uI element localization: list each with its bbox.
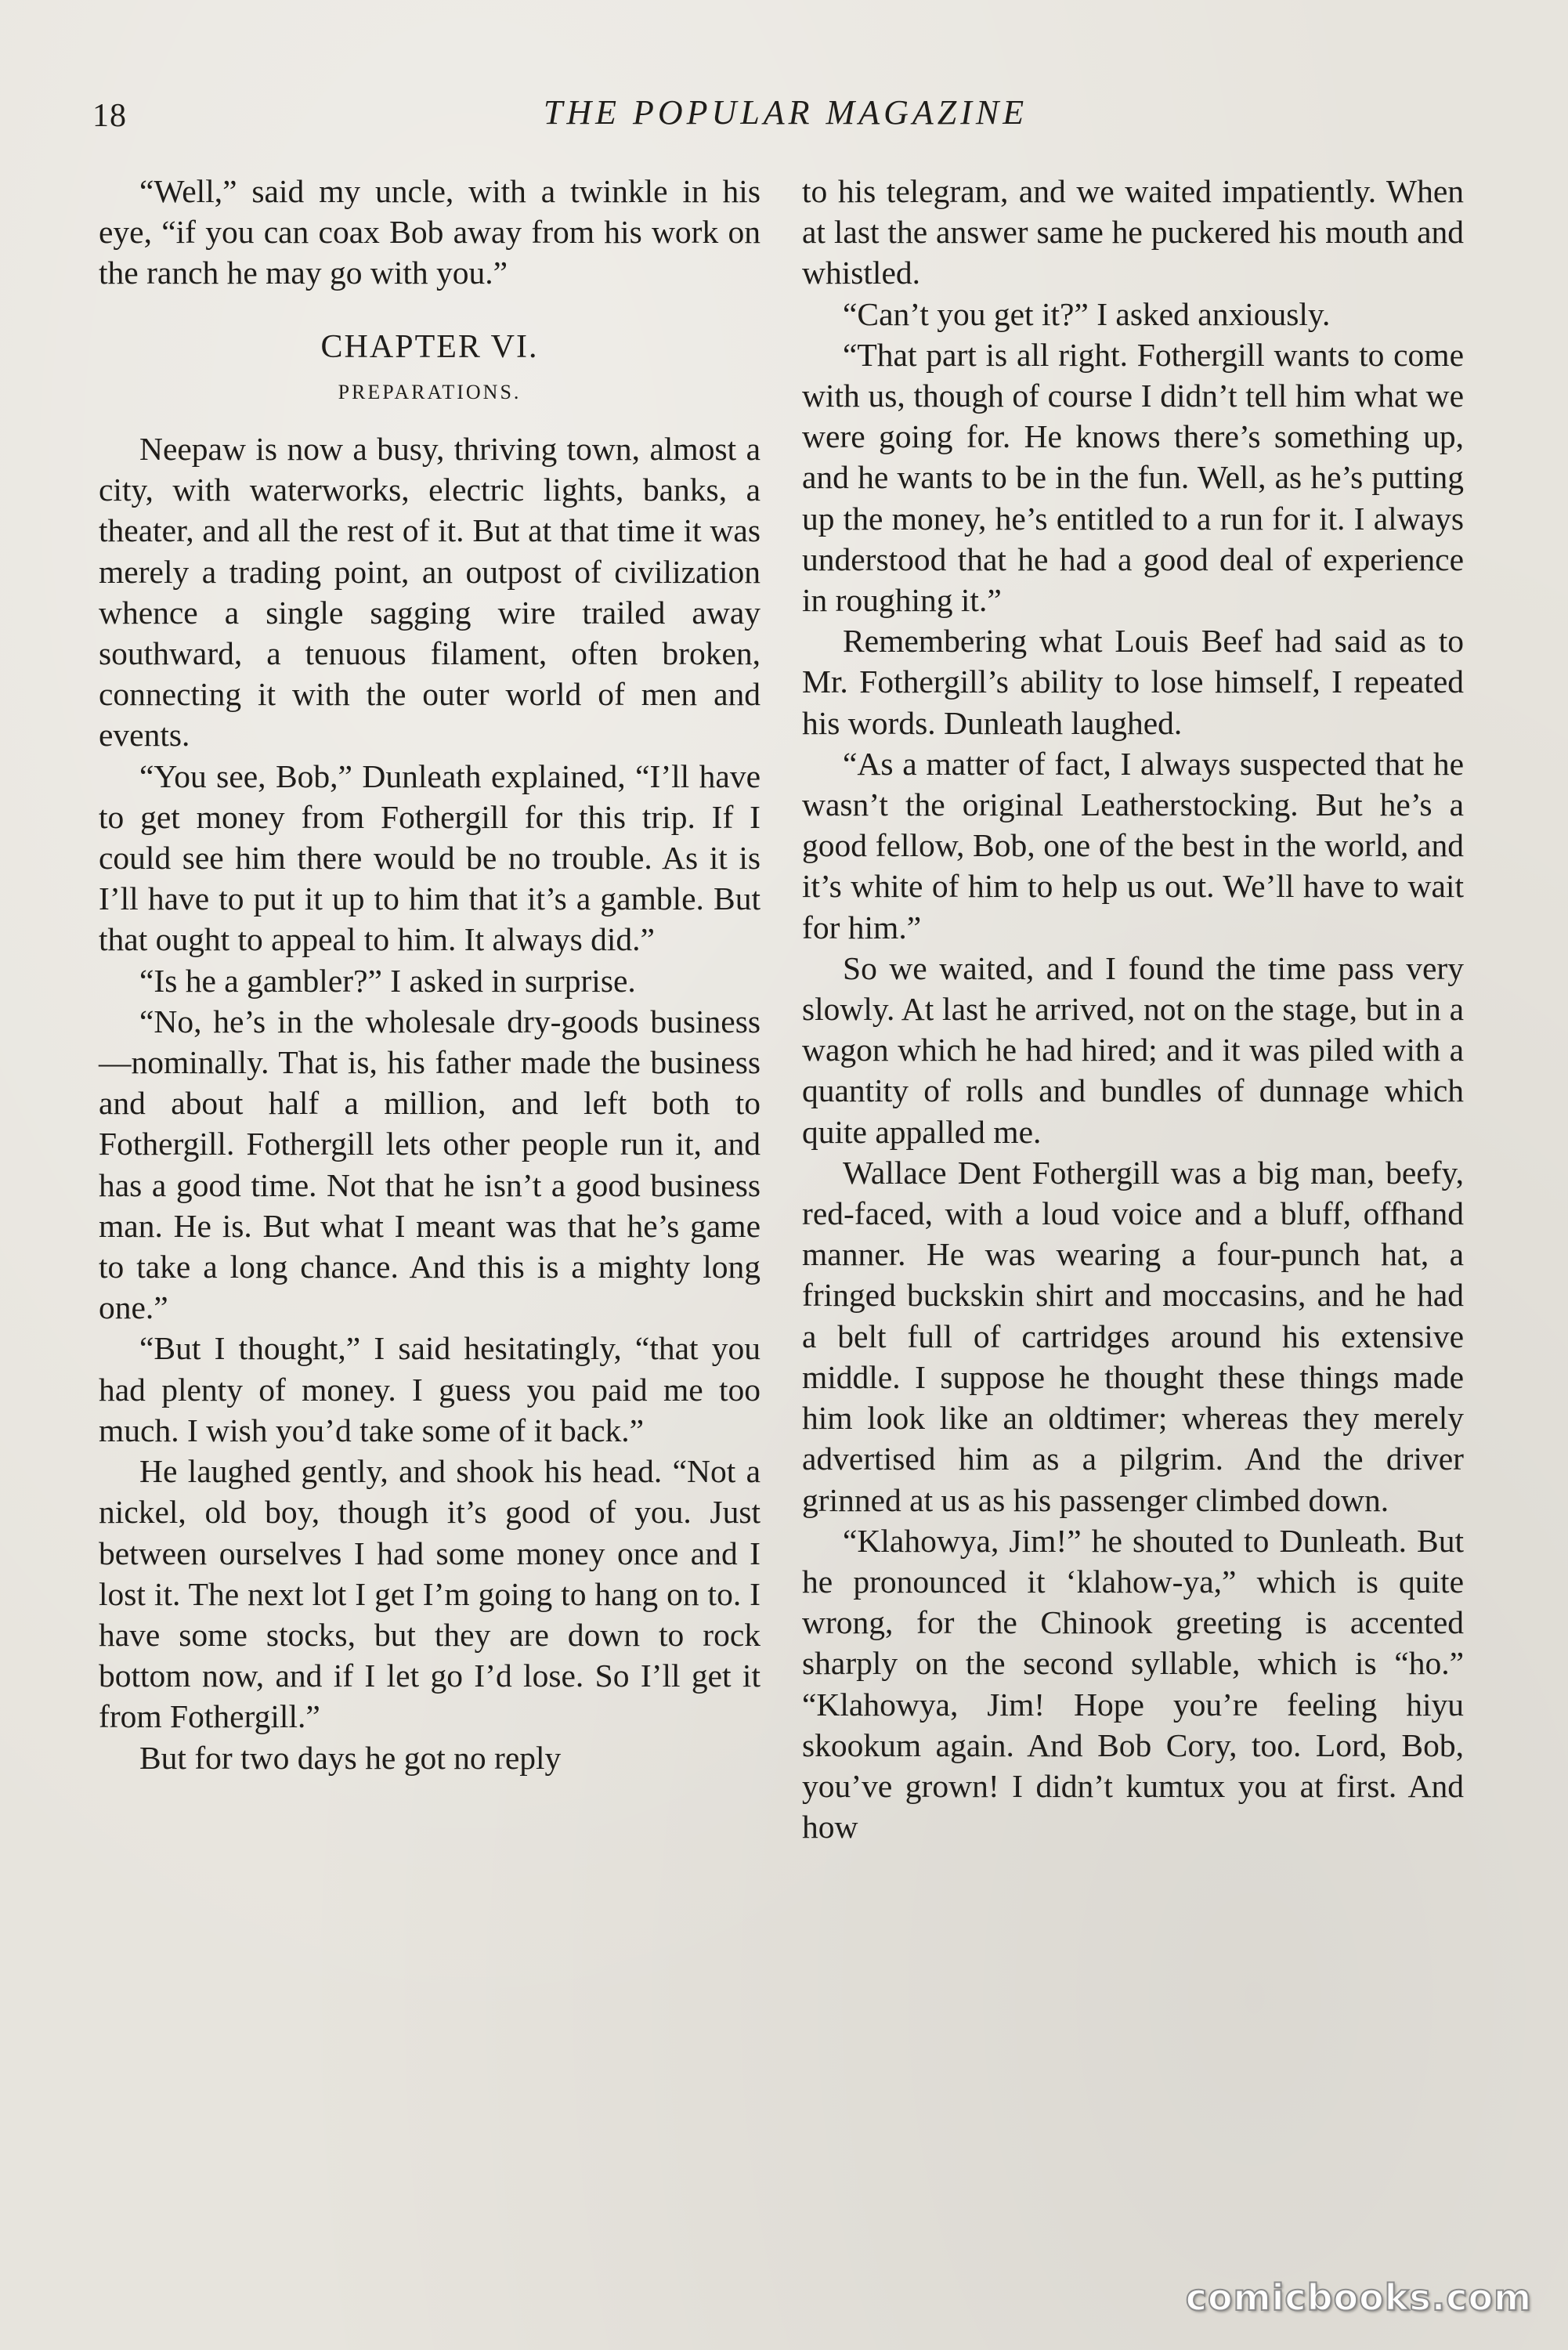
paragraph: Wallace Dent Fothergill was a big man, beefy, red-faced, with a loud voice and a bluff, offhand manner. He was wearing a four-punch hat, a fringed buckskin shirt and moccasins, and he had a belt full of cartridges around his extensive middle. I suppose he thought these things made him look like an oldtimer; whereas they merely advertised him as a pilgrim. And the driver grinned at us as his passenger climbed down. <box>802 1154 1464 1518</box>
paragraph: So we waited, and I found the time pass very slowly. At last he arrived, not on the stage, but in a wagon which he had hired; and it was piled with a quantity of rolls and bundles of dunnage which quite appalled me. <box>802 949 1464 1150</box>
continued-paragraph: to his telegram, and we waited impatiently. When at last the answer same he puckered his mouth and whistled. <box>802 173 1464 291</box>
watermark: comicbooks.com <box>1185 2276 1532 2319</box>
page-number: 18 <box>92 98 127 134</box>
running-head <box>92 92 1479 139</box>
paragraph: He laughed gently, and shook his head. “Not a nickel, old boy, though it’s good of you. Just between ourselves I had some money once and I lost it. The next lot I get I’m going to hang on to. I have some stocks, but they are down to rock bottom now, and if I let go I’d lose. So I’ll get it from Fothergill.” <box>99 1453 761 1735</box>
paragraph: Remembering what Louis Beef had said as to Mr. Fothergill’s ability to lose himself, I repeated his words. Dunleath laughed. <box>802 623 1464 741</box>
paragraph: Neepaw is now a busy, thriving town, almost a city, with waterworks, electric lights, banks, a theater, and all the rest of it. But at that time it was merely a trading point, an outpost of civilization whence a single sagging wire trailed away southward, a tenuous filament, often broken, connecting it with the outer world of men and events. <box>99 431 761 754</box>
paragraph: “Is he a gambler?” I asked in surprise. <box>139 962 636 999</box>
left-column <box>99 171 761 1778</box>
paragraph: “Klahowya, Jim!” he shouted to Dunleath. But he pronounced it ‘klahow-ya,” which is quite wrong, for the Chinook greeting is accented sharply on the second syllable, which is “ho.” “Klahowya, Jim! Hope you’re feeling hiyu skookum again. And Bob Cory, too. Lord, Bob, you’ve grown! I didn’t kumtux you at first. And how <box>802 1522 1464 1846</box>
opening-paragraph: “Well,” said my uncle, with a twinkle in his eye, “if you can coax Bob away from his work on the ranch he may go with you.” <box>99 173 761 291</box>
right-column <box>802 171 1464 1847</box>
paragraph: “As a matter of fact, I always suspected that he wasn’t the original Leatherstocking. But he’s a good fellow, Bob, one of the best in the world, and it’s white of him to help us out. We’ll have to wait for him.” <box>802 745 1464 945</box>
paragraph: “But I thought,” I said hesitatingly, “that you had plenty of money. I guess you paid me too much. I wish you’d take some of it back.” <box>99 1330 761 1448</box>
paragraph: “No, he’s in the wholesale dry-goods business—nominally. That is, his father made the business and about half a million, and left both to Fothergill. Fothergill lets other people run it, and has a good time. Not that he isn’t a good business man. He is. But what I meant was that he’s game to take a long chance. And this is a mighty long one.” <box>99 1003 761 1326</box>
chapter-title: CHAPTER VI. <box>320 328 539 365</box>
chapter-subtitle: PREPARATIONS. <box>338 380 522 403</box>
paragraph: But for two days he got no reply <box>139 1739 562 1776</box>
paragraph: “Can’t you get it?” I asked anxiously. <box>843 295 1331 332</box>
paragraph: “That part is all right. Fothergill wants to come with us, though of course I didn’t tell him what we were going for. He knows there’s something up, and he wants to be in the fun. Well, as he’s putting up the money, he’s entitled to a run for it. I always understood that he had a good deal of experience in roughing it.” <box>802 336 1464 619</box>
paragraph: “You see, Bob,” Dunleath explained, “I’ll have to get money from Fothergill for this trip. If I could see him there would be no trouble. As it is I’ll have to put it up to him that it’s a gamble. But that ought to appeal to him. It always did.” <box>99 757 761 958</box>
magazine-title: THE POPULAR MAGAZINE <box>543 93 1028 132</box>
